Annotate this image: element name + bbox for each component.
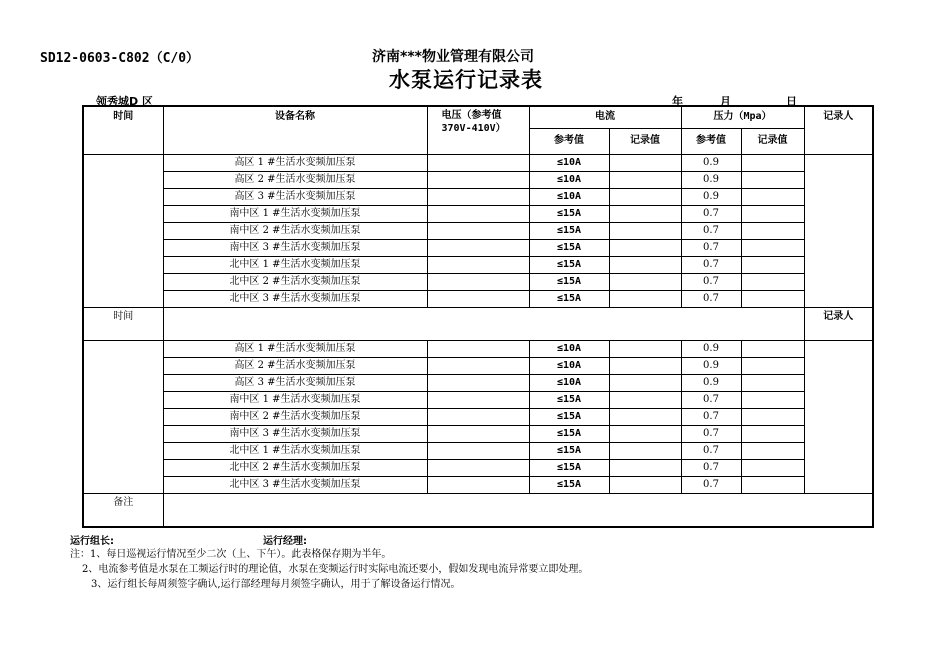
equipment-name: 北中区 3 #生活水变频加压泵 [163,476,427,493]
equipment-name: 高区 2 #生活水变频加压泵 [163,357,427,374]
current-ref-value: ≤15A [529,290,609,307]
pressure-ref-value: 0.9 [681,154,741,171]
pressure-rec-header: 记录值 [741,128,804,154]
table-row [83,273,873,290]
current-ref-header: 参考值 [529,128,609,154]
voltage-cell[interactable] [427,391,529,408]
equipment-name: 北中区 3 #生活水变频加压泵 [163,290,427,307]
current-rec-cell[interactable] [609,154,681,171]
current-rec-cell[interactable] [609,374,681,391]
time-cell[interactable] [83,154,163,307]
pressure-rec-cell[interactable] [741,357,804,374]
pressure-rec-cell[interactable] [741,154,804,171]
pressure-ref-value: 0.9 [681,188,741,205]
current-ref-value: ≤15A [529,205,609,222]
col-header-voltage [427,106,529,154]
current-rec-cell[interactable] [609,340,681,357]
current-ref-value: ≤15A [529,273,609,290]
pressure-rec-cell[interactable] [741,205,804,222]
pressure-ref-value: 0.7 [681,273,741,290]
form-title: 水泵运行记录表 [389,68,543,92]
document-code: SD12-0603-C802（C/0） [40,51,200,66]
current-rec-header: 记录值 [609,128,681,154]
voltage-cell[interactable] [427,476,529,493]
voltage-cell[interactable] [427,357,529,374]
current-ref-value: ≤10A [529,357,609,374]
voltage-cell[interactable] [427,273,529,290]
equipment-name: 北中区 2 #生活水变频加压泵 [163,459,427,476]
pressure-rec-cell[interactable] [741,425,804,442]
table-row [83,222,873,239]
pressure-rec-cell[interactable] [741,374,804,391]
pressure-ref-value: 0.7 [681,222,741,239]
pressure-ref-value: 0.7 [681,290,741,307]
divider-time-label: 时间 [83,307,163,340]
date-day-label: 日 [786,95,797,108]
current-rec-cell[interactable] [609,171,681,188]
pressure-rec-cell[interactable] [741,222,804,239]
date-year-label: 年 [672,95,683,108]
note-2: 2、电流参考值是水泵在工频运行时的理论值，水泵在变频运行时实际电流还要小，假如发现电流异常要立即处理。 [82,564,589,575]
company-name: 济南***物业管理有限公司 [372,49,534,65]
voltage-cell[interactable] [427,459,529,476]
pressure-rec-cell[interactable] [741,273,804,290]
table-row [83,256,873,273]
current-ref-value: ≤10A [529,154,609,171]
table-row [83,425,873,442]
current-rec-cell[interactable] [609,222,681,239]
pressure-ref-value: 0.7 [681,425,741,442]
voltage-cell[interactable] [427,340,529,357]
pressure-ref-value: 0.7 [681,476,741,493]
current-rec-cell[interactable] [609,459,681,476]
current-rec-cell[interactable] [609,442,681,459]
pressure-ref-value: 0.9 [681,340,741,357]
recorder-cell[interactable] [804,154,873,307]
pressure-rec-cell[interactable] [741,408,804,425]
current-ref-value: ≤15A [529,256,609,273]
col-header-pressure: 压力（Mpa） [681,106,804,128]
voltage-header-line1: 电压（参考值 [441,110,502,121]
table-row [83,171,873,188]
pressure-ref-value: 0.9 [681,357,741,374]
current-rec-cell[interactable] [609,273,681,290]
current-ref-value: ≤15A [529,391,609,408]
pressure-rec-cell[interactable] [741,171,804,188]
table-row [83,290,873,307]
current-rec-cell[interactable] [609,408,681,425]
table-row [83,239,873,256]
current-rec-cell[interactable] [609,256,681,273]
remarks-cell[interactable] [163,493,873,527]
voltage-header-line2: 370V-410V） [441,123,506,134]
current-ref-value: ≤15A [529,239,609,256]
equipment-name: 高区 3 #生活水变频加压泵 [163,188,427,205]
pump-record-table [82,105,874,528]
col-header-time: 时间 [83,106,163,154]
table-row [83,476,873,493]
equipment-name: 高区 1 #生活水变频加压泵 [163,154,427,171]
date-month-label: 月 [720,95,731,108]
pressure-ref-value: 0.7 [681,239,741,256]
equipment-name: 南中区 2 #生活水变频加压泵 [163,222,427,239]
pressure-rec-cell[interactable] [741,442,804,459]
group-leader-label: 运行组长: [70,536,114,547]
recorder-cell[interactable] [804,340,873,493]
voltage-cell[interactable] [427,442,529,459]
pressure-ref-value: 0.7 [681,459,741,476]
pressure-rec-cell[interactable] [741,239,804,256]
equipment-name: 高区 3 #生活水变频加压泵 [163,374,427,391]
current-rec-cell[interactable] [609,188,681,205]
col-header-equipment: 设备名称 [163,106,427,154]
current-ref-value: ≤15A [529,442,609,459]
pressure-ref-value: 0.7 [681,256,741,273]
voltage-cell[interactable] [427,290,529,307]
time-cell[interactable] [83,340,163,493]
pressure-rec-cell[interactable] [741,340,804,357]
table-row [83,374,873,391]
pressure-rec-cell[interactable] [741,476,804,493]
voltage-cell[interactable] [427,188,529,205]
col-header-recorder: 记录人 [804,106,873,154]
note-1: 注：1、每日巡视运行情况至少二次（上、下午）。此表格保存期为半年。 [70,549,392,560]
current-ref-value: ≤15A [529,476,609,493]
voltage-cell[interactable] [427,256,529,273]
voltage-cell[interactable] [427,374,529,391]
pressure-ref-value: 0.7 [681,408,741,425]
pressure-ref-value: 0.9 [681,374,741,391]
equipment-name: 南中区 3 #生活水变频加压泵 [163,239,427,256]
divider-recorder-label: 记录人 [804,307,873,340]
current-ref-value: ≤15A [529,408,609,425]
table-row [83,154,873,171]
current-ref-value: ≤10A [529,188,609,205]
current-rec-cell[interactable] [609,290,681,307]
pressure-rec-cell[interactable] [741,391,804,408]
table-row [83,408,873,425]
pressure-rec-cell[interactable] [741,188,804,205]
manager-label: 运行经理: [263,536,307,547]
voltage-cell[interactable] [427,205,529,222]
current-ref-value: ≤10A [529,340,609,357]
current-rec-cell[interactable] [609,239,681,256]
equipment-name: 北中区 2 #生活水变频加压泵 [163,273,427,290]
current-rec-cell[interactable] [609,205,681,222]
pressure-rec-cell[interactable] [741,256,804,273]
voltage-cell[interactable] [427,408,529,425]
current-ref-value: ≤10A [529,171,609,188]
equipment-name: 南中区 1 #生活水变频加压泵 [163,391,427,408]
table-row [83,459,873,476]
remarks-label: 备注 [83,493,163,527]
current-rec-cell[interactable] [609,391,681,408]
section1-rows [83,154,873,307]
current-rec-cell[interactable] [609,357,681,374]
voltage-cell[interactable] [427,425,529,442]
pressure-ref-value: 0.7 [681,205,741,222]
equipment-name: 北中区 1 #生活水变频加压泵 [163,256,427,273]
table-row [83,340,873,357]
current-rec-cell[interactable] [609,425,681,442]
table-row [83,357,873,374]
pressure-ref-value: 0.9 [681,171,741,188]
equipment-name: 北中区 1 #生活水变频加压泵 [163,442,427,459]
current-ref-value: ≤15A [529,222,609,239]
voltage-cell[interactable] [427,222,529,239]
table-row [83,442,873,459]
voltage-cell[interactable] [427,171,529,188]
voltage-cell[interactable] [427,154,529,171]
table-row [83,391,873,408]
divider-time-cell[interactable] [163,307,804,340]
equipment-name: 南中区 1 #生活水变频加压泵 [163,205,427,222]
equipment-name: 南中区 3 #生活水变频加压泵 [163,425,427,442]
section2-rows [83,340,873,493]
equipment-name: 高区 1 #生活水变频加压泵 [163,340,427,357]
pressure-ref-value: 0.7 [681,391,741,408]
equipment-name: 南中区 2 #生活水变频加压泵 [163,408,427,425]
current-ref-value: ≤15A [529,459,609,476]
current-ref-value: ≤10A [529,374,609,391]
pressure-rec-cell[interactable] [741,459,804,476]
current-rec-cell[interactable] [609,476,681,493]
voltage-cell[interactable] [427,239,529,256]
table-row [83,188,873,205]
location-label: 领秀城D 区 [96,95,153,108]
col-header-current: 电流 [529,106,681,128]
current-ref-value: ≤15A [529,425,609,442]
table-row [83,205,873,222]
note-3: 3、运行组长每周须签字确认,运行部经理每月须签字确认，用于了解设备运行情况。 [91,579,461,590]
pressure-ref-header: 参考值 [681,128,741,154]
pressure-ref-value: 0.7 [681,442,741,459]
pressure-rec-cell[interactable] [741,290,804,307]
equipment-name: 高区 2 #生活水变频加压泵 [163,171,427,188]
